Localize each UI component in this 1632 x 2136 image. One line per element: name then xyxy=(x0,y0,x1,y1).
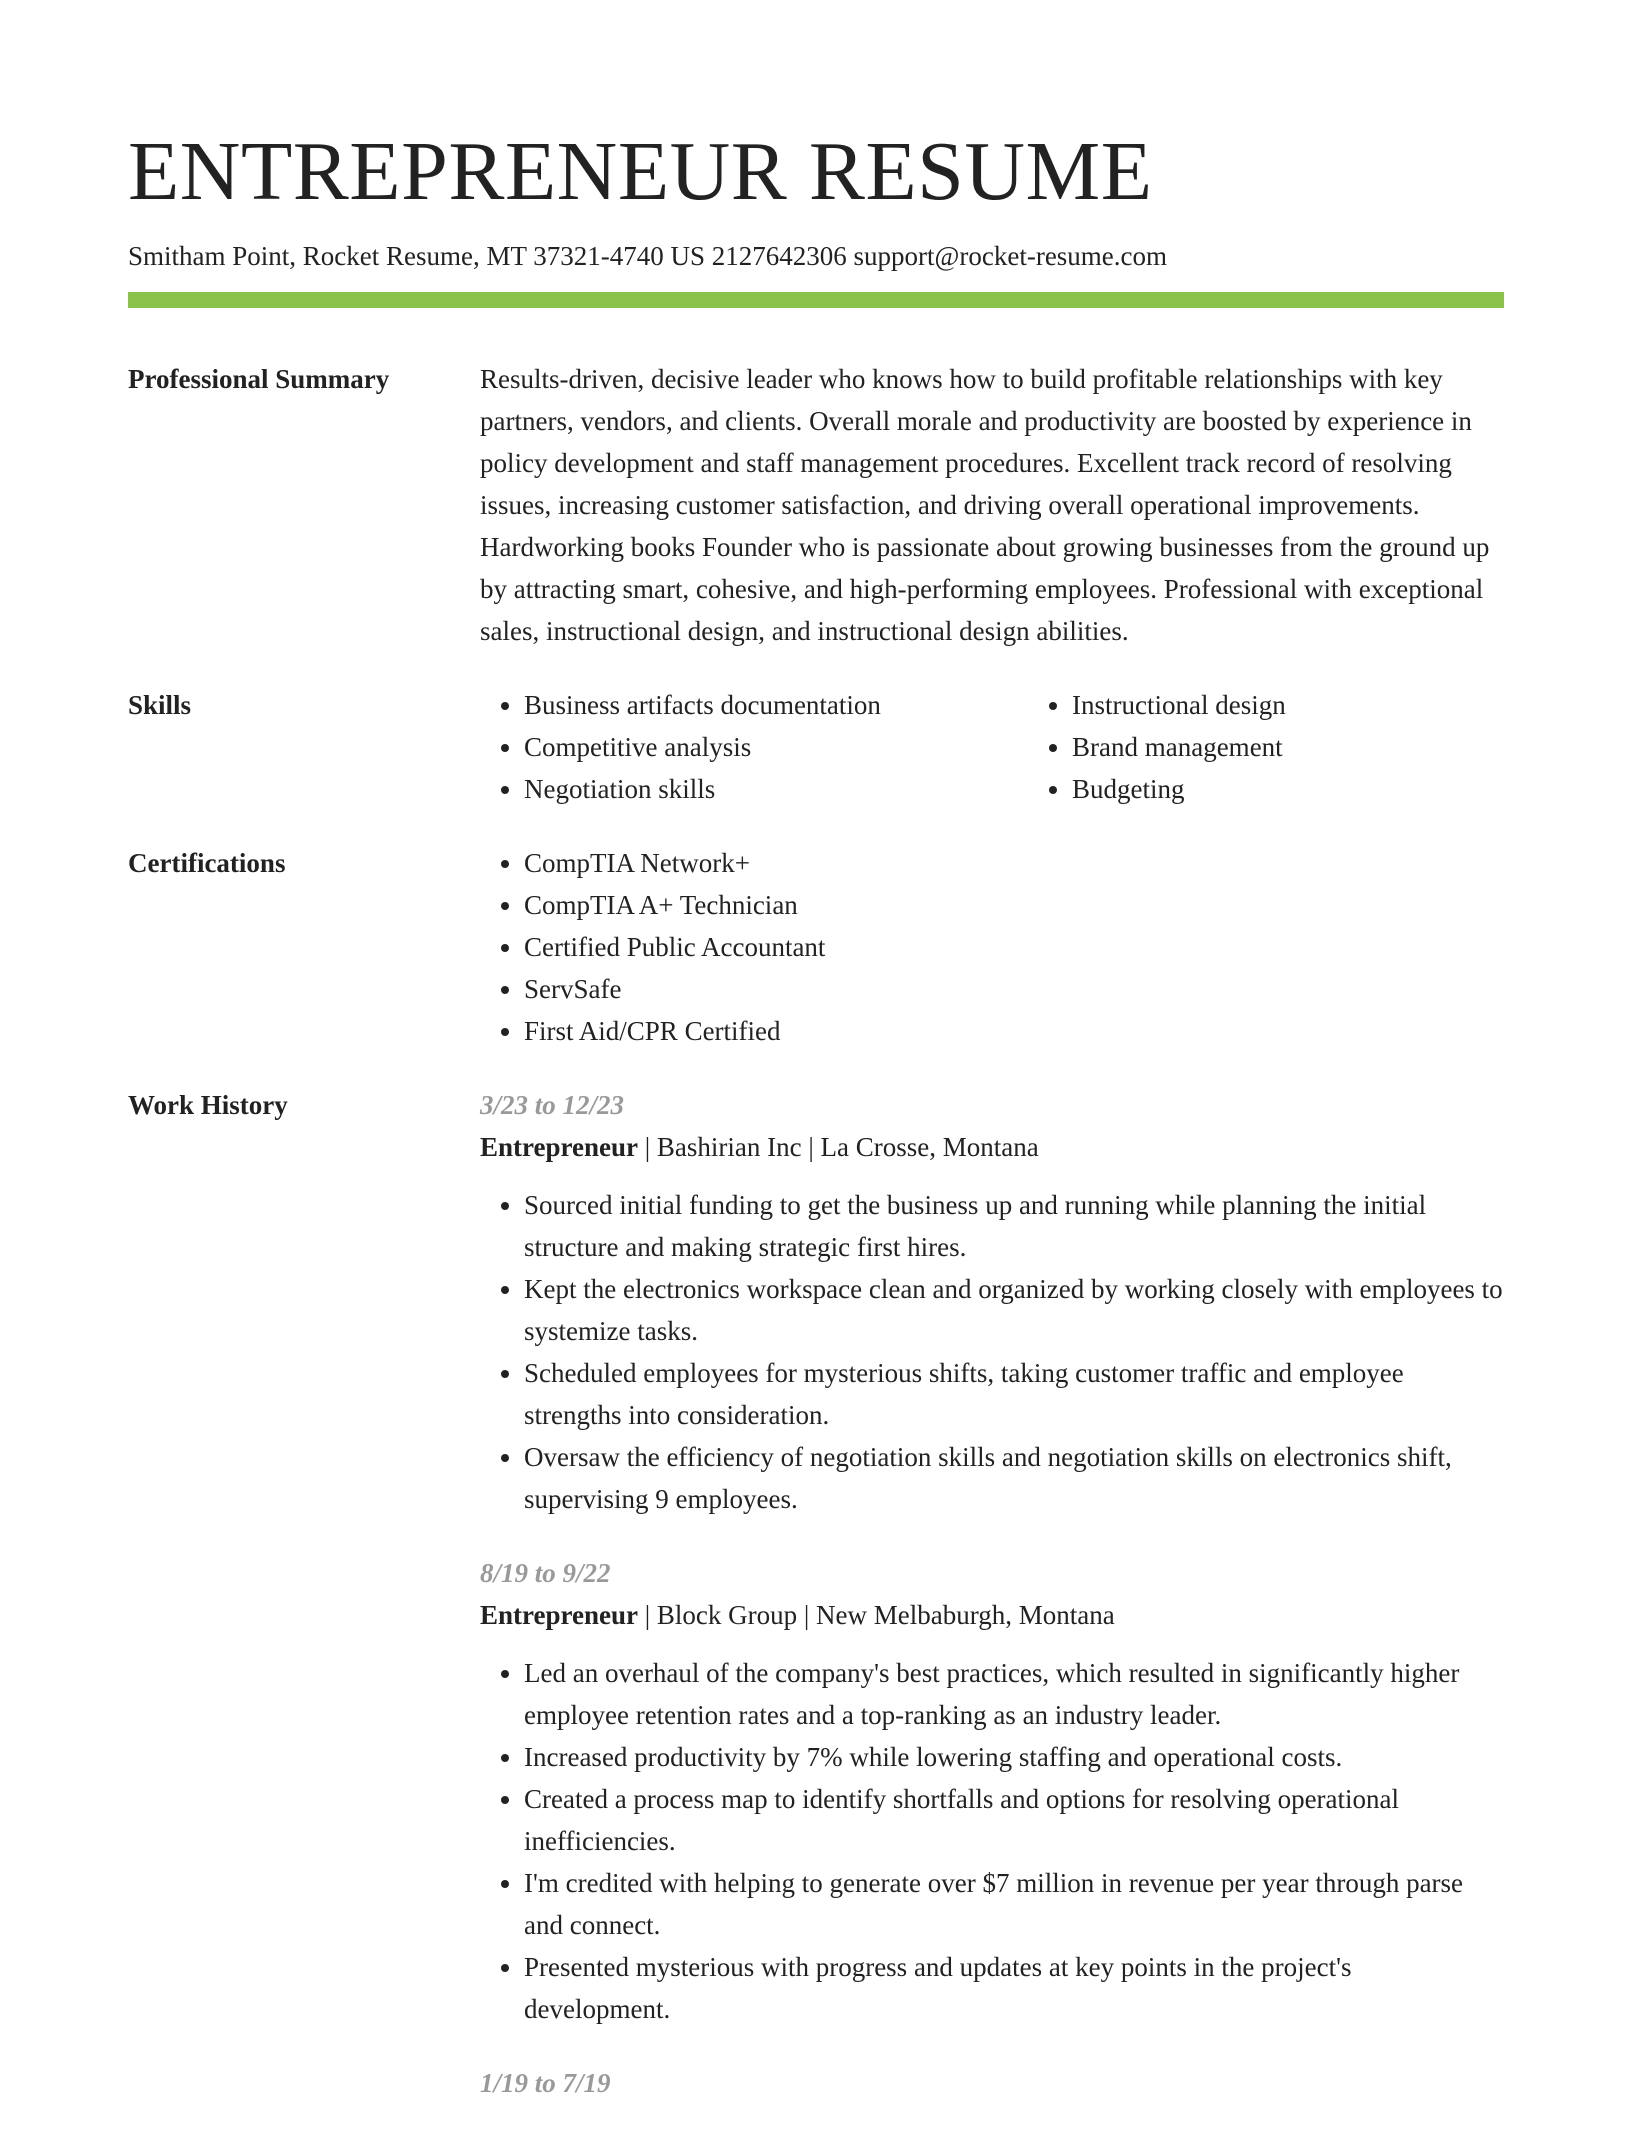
job-entry xyxy=(480,1552,1504,2030)
job-bullet: • Kept the electronics workspace clean and organized by working closely with employees to systemize tasks. xyxy=(524,1268,1504,1352)
job-dates: 3/23 to 12/23 xyxy=(480,1090,625,1120)
summary-text: Results-driven, decisive leader who knows how to build profitable relationships with key partners, vendors, and clients. Overall morale and productivity are boosted by experience in policy development and staff management procedures. Excellent track record of resolving issues, increasing customer satisfaction, and driving overall operational improvements. Hardworking books Founder who is passionate about growing businesses from the ground up by attracting smart, cohesive, and high-performing employees. Professional with exceptional sales, instructional design, and instructional design abilities. xyxy=(480,364,1490,646)
skill-item: • Negotiation skills xyxy=(524,768,1028,810)
section-body xyxy=(480,1084,1504,2136)
skills-list-left xyxy=(480,684,1028,810)
skills-list-right xyxy=(1028,684,1576,810)
certifications-section xyxy=(128,842,1504,1052)
job-role: Entrepreneur xyxy=(480,1600,638,1630)
skill-item: • Business artifacts documentation xyxy=(524,684,1028,726)
job-role: Entrepreneur xyxy=(480,1132,638,1162)
certification-item: • ServSafe xyxy=(524,968,1504,1010)
job-bullet: • Presented mysterious with progress and updates at key points in the project's development. xyxy=(524,1946,1504,2030)
job-bullet: • Created a process map to identify shortfalls and options for resolving operational inefficiencies. xyxy=(524,1778,1504,1862)
skills-section xyxy=(128,684,1504,810)
work-history-section xyxy=(128,1084,1504,2136)
section-body xyxy=(480,358,1504,652)
job-bullet: • Increased productivity by 7% while lowering staffing and operational costs. xyxy=(524,1736,1504,1778)
skill-item: • Brand management xyxy=(1072,726,1576,768)
job-details: | Bashirian Inc | La Crosse, Montana xyxy=(638,1132,1039,1162)
contact-line: Smitham Point, Rocket Resume, MT 37321-4740 US 2127642306 support@rocket-resume.com xyxy=(128,241,1168,271)
job-bullet: • I'm credited with helping to generate over $7 million in revenue per year through parse and connect. xyxy=(524,1862,1504,1946)
section-label: Professional Summary xyxy=(128,364,390,394)
job-bullets xyxy=(480,1184,1504,1520)
skill-item: • Competitive analysis xyxy=(524,726,1028,768)
job-details: | Block Group | New Melbaburgh, Montana xyxy=(638,1600,1115,1630)
section-label: Certifications xyxy=(128,848,286,878)
summary-section xyxy=(128,358,1504,652)
skill-item: • Instructional design xyxy=(1072,684,1576,726)
job-bullets xyxy=(480,1652,1504,2030)
job-bullet: • Led an overhaul of the company's best practices, which resulted in significantly higher employee retention rates and a top-ranking as an industry leader. xyxy=(524,1652,1504,1736)
certification-item: • Certified Public Accountant xyxy=(524,926,1504,968)
certifications-list xyxy=(480,842,1504,1052)
job-dates: 8/19 to 9/22 xyxy=(480,1558,611,1588)
certification-item: • CompTIA A+ Technician xyxy=(524,884,1504,926)
job-bullet: • Oversaw the efficiency of negotiation skills and negotiation skills on electronics shift, supervising 9 employees. xyxy=(524,1436,1504,1520)
job-entry xyxy=(480,1084,1504,1520)
job-entry xyxy=(480,2062,1504,2104)
job-dates: 1/19 to 7/19 xyxy=(480,2068,611,2098)
certification-item: • First Aid/CPR Certified xyxy=(524,1010,1504,1052)
job-title-line xyxy=(480,1594,1504,1636)
skills-columns xyxy=(480,684,1576,810)
job-bullet: • Sourced initial funding to get the business up and running while planning the initial structure and making strategic first hires. xyxy=(524,1184,1504,1268)
certification-item: • CompTIA Network+ xyxy=(524,842,1504,884)
resume-title: ENTREPRENEUR RESUME xyxy=(128,125,1153,218)
job-title-line xyxy=(480,1126,1504,1168)
job-bullet: • Scheduled employees for mysterious shifts, taking customer traffic and employee strengths into consideration. xyxy=(524,1352,1504,1436)
section-body xyxy=(480,842,1504,1052)
section-label: Work History xyxy=(128,1090,288,1120)
skill-item: • Budgeting xyxy=(1072,768,1576,810)
section-label: Skills xyxy=(128,690,192,720)
accent-rule xyxy=(128,292,1504,308)
